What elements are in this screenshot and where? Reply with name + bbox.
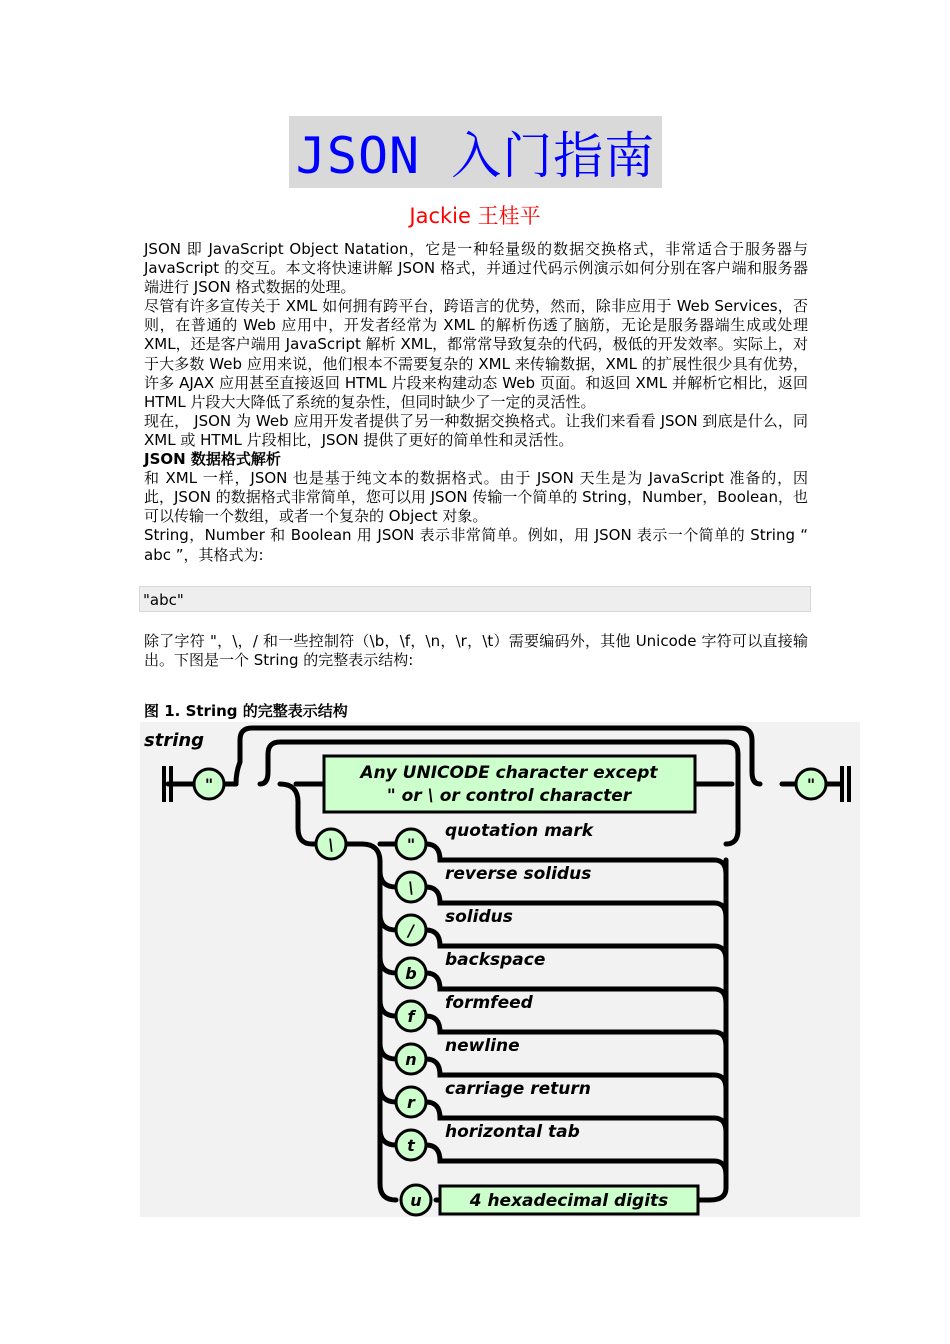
paragraph-json-like-xml: 和 XML 一样，JSON 也是基于纯文本的数据格式。由于 JSON 天生是为 JavaScript 准备的，因此，JSON 的数据格式非常简单，您可以用 JSON 传输一个简单的 String，Number，Boolean，也可以传输一个数组，或者一个复杂的 Object 对象。 [144, 469, 808, 526]
any-unicode-box [324, 756, 695, 812]
escape-label: quotation mark [445, 821, 594, 841]
string-syntax-diagram [140, 722, 860, 1217]
section-heading: JSON 数据格式解析 [144, 450, 281, 469]
backslash-label: \ [328, 835, 334, 854]
body-text [144, 240, 808, 565]
figure-caption: 图 1. String 的完整表示结构 [144, 702, 348, 720]
paragraph-string-number: String，Number 和 Boolean 用 JSON 表示非常简单。例如，用 JSON 表示一个简单的 String “ abc ”，其格式为: [144, 526, 808, 564]
code-example: "abc" [139, 586, 811, 612]
paragraph-escape: 除了字符 "，\，/ 和一些控制符（\b，\f，\n，\r，\t）需要编码外，其他 Unicode 字符可以直接输出。下图是一个 String 的完整表示结构: [144, 632, 808, 670]
escape-token: \ [408, 878, 414, 897]
author: Jackie 王桂平 [409, 204, 541, 228]
escape-token: t [407, 1136, 415, 1155]
paragraph-xml: 尽管有许多宣传关于 XML 如何拥有跨平台，跨语言的优势，然而，除非应用于 Web Services，否则，在普通的 Web 应用中，开发者经常为 XML 的解析伤透了脑筋，无论是服务器端生成或处理 XML，还是客户端用 JavaScript 解析 XML，都常常导致复杂的代码，极低的开发效率。实际上，对于大多数 Web 应用来说，他们根本不需要复杂的 XML 来传输数据，XML 的扩展性很少具有优势，许多 AJAX 应用甚至直接返回 HTML 片段来构建动态 Web 页面。和返回 XML 并解析它相比，返回 HTML 片段大大降低了系统的复杂性，但同时缺少了一定的灵活性。 [144, 297, 808, 411]
escape-label: carriage return [445, 1079, 591, 1099]
escape-token: r [407, 1093, 415, 1112]
open-quote-label: " [204, 775, 214, 794]
any-unicode-line2: " or \ or control character [386, 786, 632, 806]
backslash-token [316, 829, 346, 859]
paragraph-intro: JSON 即 JavaScript Object Natation，它是一种轻量级的数据交换格式，非常适合于服务器与 JavaScript 的交互。本文将快速讲解 JSON 格式，并通过代码示例演示如何分别在客户端和服务器端进行 JSON 格式数据的处理。 [144, 240, 808, 297]
paragraph-now: 现在， JSON 为 Web 应用开发者提供了另一种数据交换格式。让我们来看看 JSON 到底是什么，同 XML 或 HTML 片段相比，JSON 提供了更好的简单性和灵活性。 [144, 411, 808, 449]
document-title: JSON 入门指南 [295, 127, 656, 185]
escape-token: " [406, 835, 416, 854]
title-box [289, 116, 662, 188]
escape-token: f [407, 1007, 415, 1026]
escape-token: / [408, 921, 414, 940]
escape-label: horizontal tab [445, 1122, 580, 1142]
unicode-token [401, 1185, 431, 1215]
any-unicode-line1: Any UNICODE character except [360, 763, 658, 783]
escape-token: n [405, 1050, 417, 1069]
hex-digits-label: 4 hexadecimal digits [469, 1191, 669, 1211]
escape-label: formfeed [445, 993, 533, 1013]
escape-label: reverse solidus [445, 864, 592, 884]
escape-label: newline [445, 1036, 520, 1056]
diagram-name-label: string [144, 730, 205, 751]
escape-label: solidus [445, 907, 513, 927]
hex-digits-box [440, 1186, 698, 1214]
close-quote-token [796, 769, 826, 799]
close-quote-label: " [806, 775, 816, 794]
escape-token: b [405, 964, 417, 983]
open-quote-token [194, 769, 224, 799]
escape-label: backspace [445, 950, 546, 970]
after-code-text [144, 632, 808, 670]
unicode-token-label: u [410, 1191, 422, 1210]
